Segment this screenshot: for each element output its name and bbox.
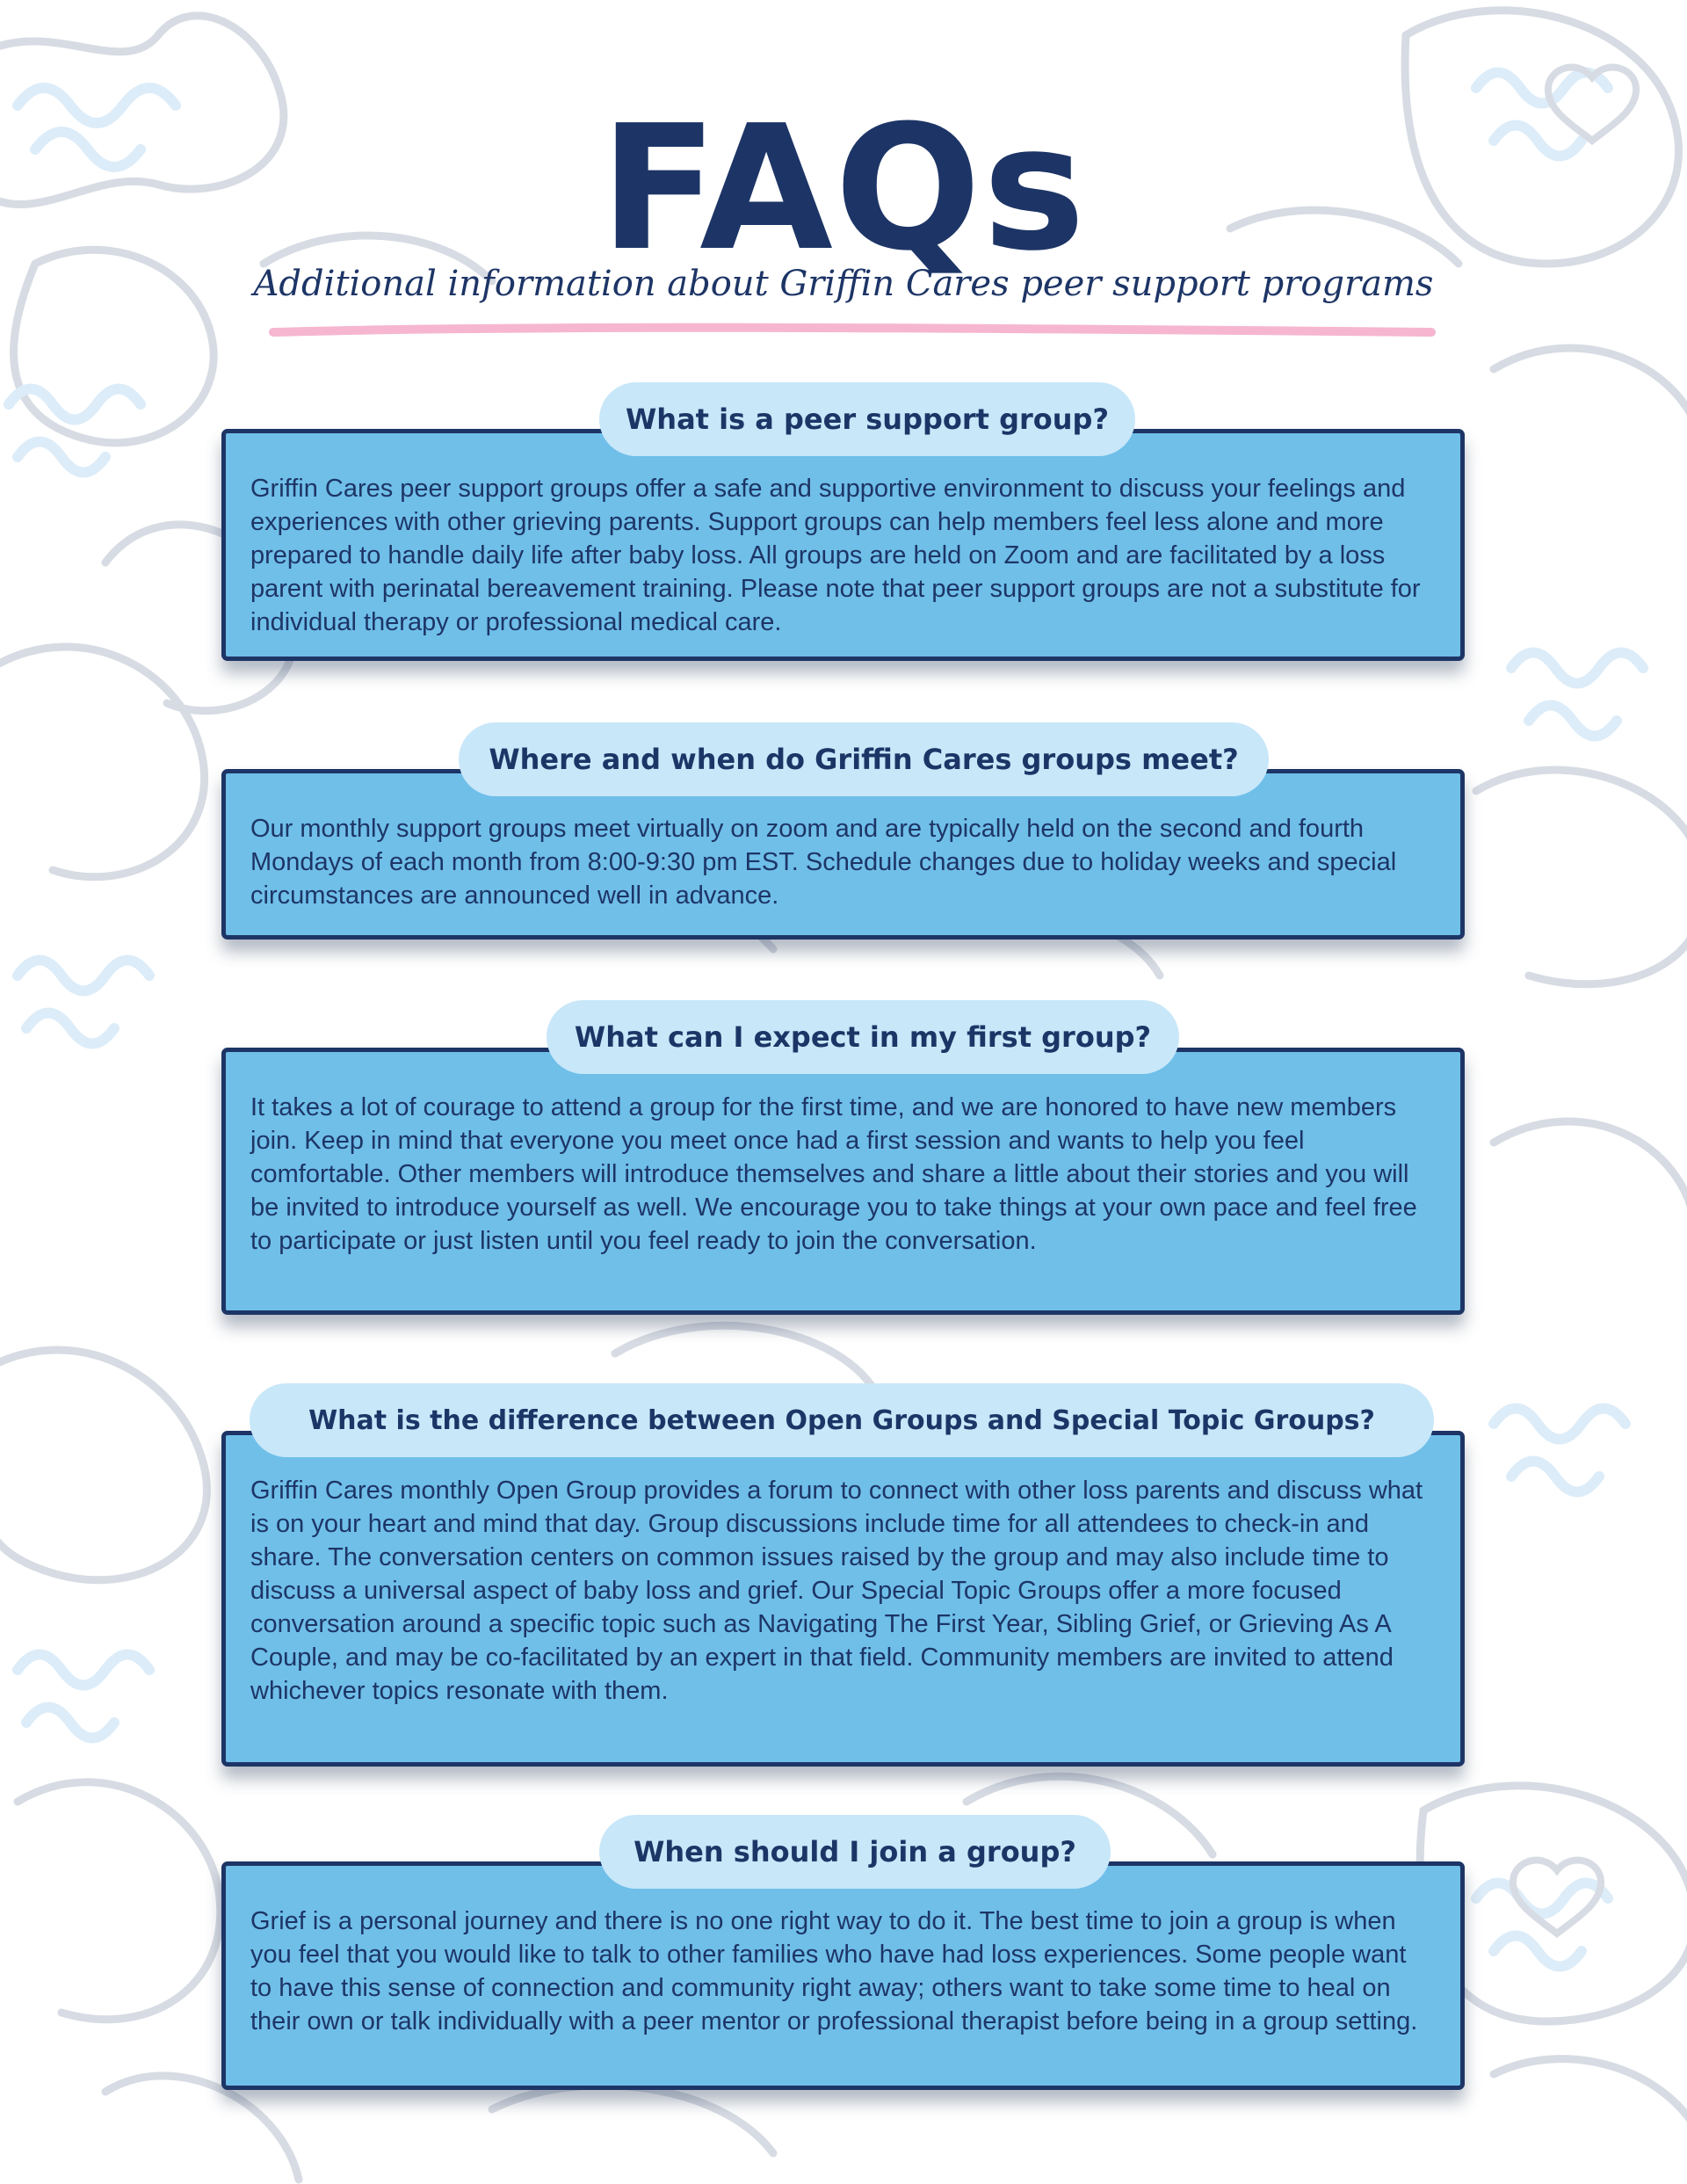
doodle-scribble-right-3 — [1494, 1409, 1625, 1492]
doodle-scribble-right-2 — [1511, 653, 1643, 736]
faq-question-pill: What is a peer support group? — [599, 382, 1135, 456]
page-title: FAQs — [599, 89, 1088, 289]
doodle-outline-center-5 — [492, 2086, 773, 2153]
faq-question-pill: What can I expect in my first group? — [547, 1000, 1179, 1074]
doodle-outline-right-bottom — [1494, 2059, 1687, 2144]
faq-question-pill: What is the difference between Open Groups and Special Topic Groups? — [250, 1383, 1434, 1457]
faq-question-pill: Where and when do Griffin Cares groups meet? — [459, 722, 1269, 796]
doodle-outline-left-bottom — [18, 1782, 221, 2020]
faq-answer: Our monthly support groups meet virtually on zoom and are typically held on the second and fourth Mondays of each month from 8:00-9:30 pm EST. Schedule changes due to holiday weeks and special circumstances are announced well in advance. — [250, 815, 1397, 910]
doodle-outline-left-mid — [0, 647, 205, 877]
doodle-scribble-left-4 — [18, 1655, 149, 1738]
faq-card-5 — [221, 1861, 1465, 2090]
subtitle-underline — [268, 320, 1437, 341]
doodle-outline-right-upper — [1494, 348, 1687, 457]
doodle-outline-right-shape — [1494, 1121, 1687, 1230]
faq-card-4 — [221, 1431, 1465, 1767]
faq-answer: Grief is a personal journey and there is no one right way to do it. The best time to join a group is when you feel that you would like to talk to other families who have had loss experiences. Some people want to have this sense of connection and community right away; others want to take some time to heal on their own or talk individually with a peer mentor or professional therapist before being in a group setting. — [250, 1907, 1418, 2035]
faq-question-pill: When should I join a group? — [599, 1815, 1111, 1889]
doodle-outline-left-lower — [0, 1350, 206, 1580]
faq-card-1 — [221, 429, 1465, 661]
faq-answer: Griffin Cares monthly Open Group provides a forum to connect with other loss parents and discuss what is on your heart and mind that day. Group discussions include time for all attendees to check-in and share. The conversation centers on common issues raised by the group and may also include time to discuss a universal aspect of baby loss and grief. Our Special Topic Groups offer a more focused conversation around a specific topic such as Navigating The First Year, Sibling Grief, or Grieving As A Couple, and may be co-facilitated by an expert in that field. Community members are invited to attend whichever topics resonate with them. — [250, 1477, 1423, 1705]
doodle-outline-bottom-left — [105, 2076, 299, 2180]
doodle-scribble-left-3 — [18, 961, 149, 1044]
page-subtitle: Additional information about Griffin Cares peer support programs — [253, 264, 1434, 304]
faq-card-3 — [221, 1048, 1465, 1315]
doodle-outline-right-mid — [1476, 770, 1687, 984]
heart-icon-bottom-right — [1513, 1861, 1601, 1934]
faq-answer: Griffin Cares peer support groups offer a safe and supportive environment to discuss your feelings and experiences with other grieving parents. Support groups can help members feel less alone and more prepared to handle daily life after baby loss. All groups are held on Zoom and are facilitated by a loss parent with perinatal bereavement training. Please note that peer support groups are not a substitute for individual therapy or professional medical care. — [250, 475, 1421, 636]
faq-answer: It takes a lot of courage to attend a group for the first time, and we are honored to have new members join. Keep in mind that everyone you meet once had a first session and wants to help you feel comfortable. Other members will introduce themselves and share a little about their stories and you will be invited to introduce yourself as well. We encourage you to take things at your own pace and feel free to participate or just listen until you feel ready to join the conversation. — [250, 1093, 1417, 1255]
